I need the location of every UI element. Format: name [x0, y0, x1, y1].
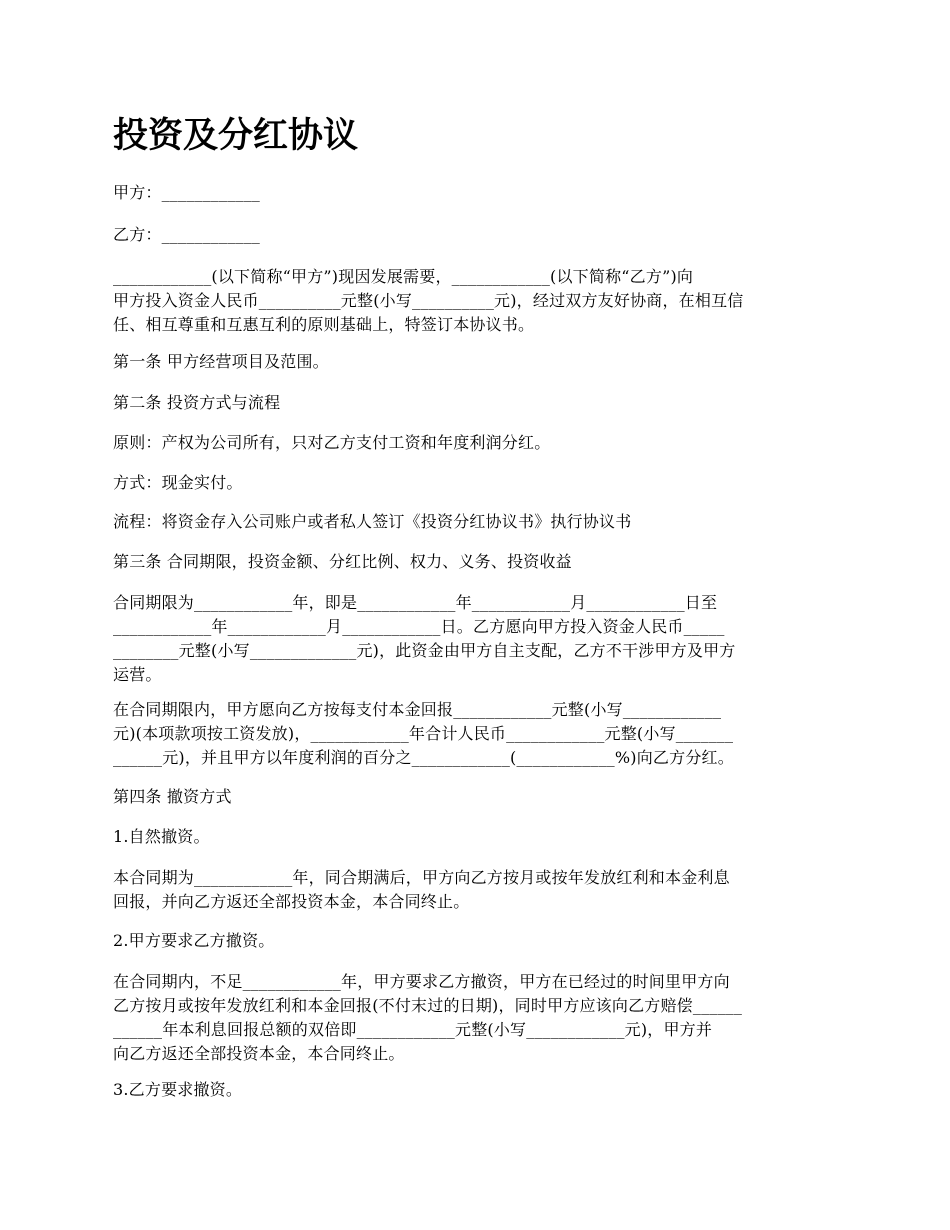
party-b-line: 乙方：____________ — [113, 225, 261, 244]
term-line: 运营。 — [113, 665, 162, 684]
item-1-line: 本合同期为____________年，同合期满后，甲方向乙方按月或按年发放红利和本金利息 — [113, 868, 730, 887]
party-a-line: 甲方：____________ — [113, 183, 261, 202]
term-paragraph — [113, 591, 843, 687]
return-line: 元)(本项款项按工资发放)，____________年合计人民币____________元整(小写_______ — [113, 724, 734, 743]
item-1-line: 回报，并向乙方返还全部投资本金，本合同终止。 — [113, 892, 470, 911]
item-2-line: ______年本利息回报总额的双倍即____________元整(小写____________元)，甲方并 — [113, 1020, 713, 1039]
process-line: 流程：将资金存入公司账户或者私人签订《投资分红协议书》执行协议书 — [113, 512, 632, 531]
preamble-line: 任、相互尊重和互惠互利的原则基础上，特签订本协议书。 — [113, 315, 535, 334]
article-3-heading: 第三条 合同期限，投资金额、分红比例、权力、义务、投资收益 — [113, 552, 572, 571]
preamble-line: ____________(以下简称“甲方”)现因发展需要，____________(以下简称“乙方”)向 — [113, 267, 694, 286]
preamble-paragraph — [113, 265, 843, 337]
article-4-heading: 第四条 撤资方式 — [113, 787, 232, 806]
preamble-line: 甲方投入资金人民币__________元整(小写__________元)，经过双方友好协商，在相互信 — [113, 291, 744, 310]
item-2-line: 在合同期内，不足____________年，甲方要求乙方撤资，甲方在已经过的时间里甲方向 — [113, 972, 730, 991]
term-line: ________元整(小写_____________元)，此资金由甲方自主支配，乙方不干涉甲方及甲方 — [113, 641, 736, 660]
return-paragraph — [113, 698, 843, 770]
item-2-heading: 2.甲方要求乙方撤资。 — [113, 931, 275, 950]
article-2-heading: 第二条 投资方式与流程 — [113, 393, 281, 412]
item-1-heading: 1.自然撤资。 — [113, 827, 210, 846]
item-1-paragraph — [113, 866, 843, 914]
item-2-line: 向乙方返还全部投资本金，本合同终止。 — [113, 1044, 405, 1063]
term-line: 合同期限为____________年，即是____________年____________月____________日至 — [113, 593, 718, 612]
return-line: 在合同期限内，甲方愿向乙方按每支付本金回报____________元整(小写____________ — [113, 700, 722, 719]
term-line: ____________年____________月____________日。乙方愿向甲方投入资金人民币_____ — [113, 617, 725, 636]
principle-line: 原则：产权为公司所有，只对乙方支付工资和年度利润分红。 — [113, 433, 551, 452]
method-line: 方式：现金实付。 — [113, 473, 243, 492]
document-title: 投资及分红协议 — [113, 115, 359, 156]
article-1-heading: 第一条 甲方经营项目及范围。 — [113, 352, 329, 371]
item-2-line: 乙方按月或按年发放红利和本金回报(不付末过的日期)，同时甲方应该向乙方赔偿______ — [113, 996, 743, 1015]
return-line: ______元)，并且甲方以年度利润的百分之____________(____________%)向乙方分红。 — [113, 748, 734, 767]
item-3-heading: 3.乙方要求撤资。 — [113, 1080, 243, 1099]
item-2-paragraph — [113, 970, 843, 1066]
